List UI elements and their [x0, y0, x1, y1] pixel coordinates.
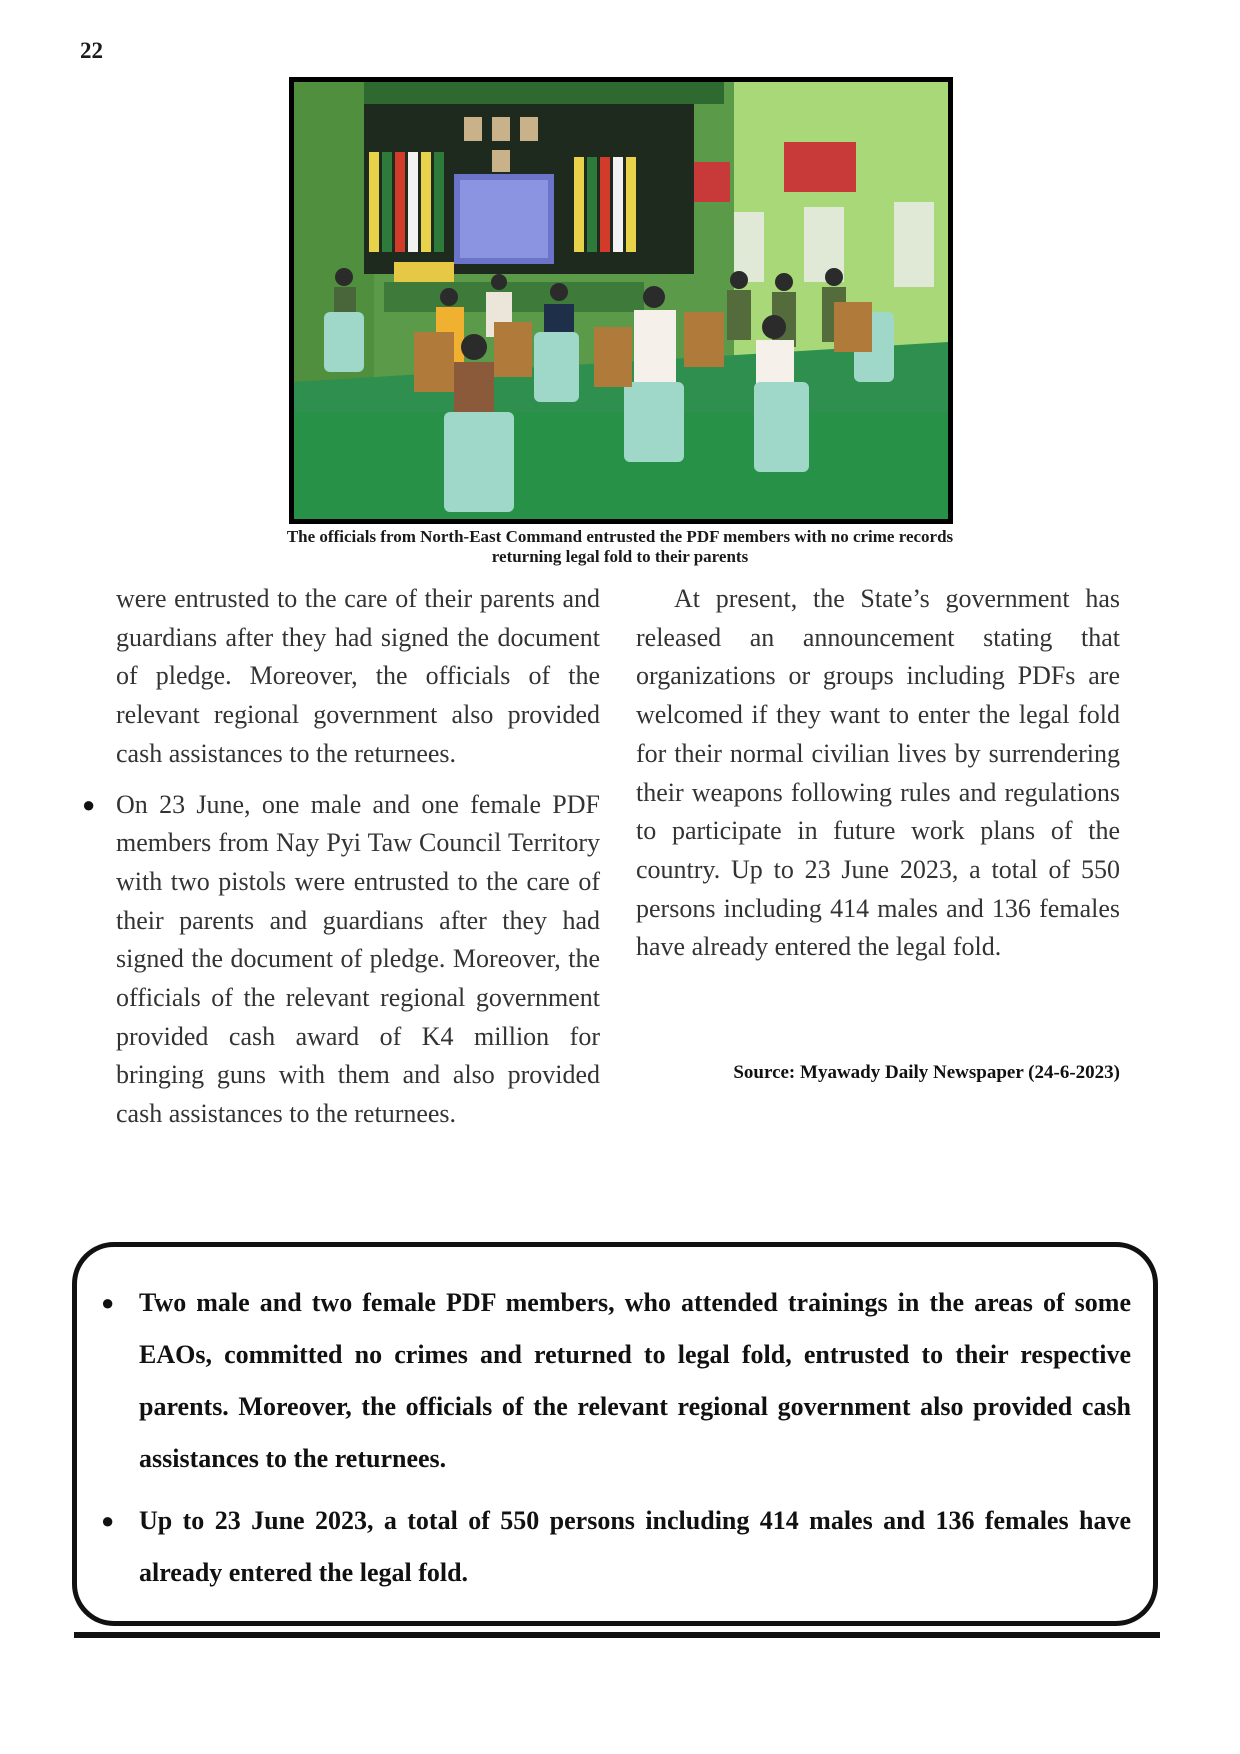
- summary-box: [72, 1242, 1158, 1626]
- event-photo-illustration: [294, 82, 948, 519]
- summary-item-text: Up to 23 June 2023, a total of 550 persons including 414 males and 136 females have already entered the legal fold.: [139, 1506, 1131, 1587]
- source-citation: Source: Myawady Daily Newspaper (24-6-2023): [733, 1062, 1120, 1084]
- right-paragraph: At present, the State’s government has released an announcement stating that organizations or groups including PDFs are welcomed if they want to enter the legal fold for their normal civilian lives by surrendering their weapons following rules and regulations to participate in future work plans of the country. Up to 23 June 2023, a total of 550 persons including 414 males and 136 females have already entered the legal fold.: [636, 584, 1120, 962]
- bullet-icon: ●: [101, 1508, 115, 1533]
- event-photo: [289, 77, 953, 524]
- left-paragraph-continued: were entrusted to the care of their parents and guardians after they had signed the document of pledge. Moreover, the officials of the relevant regional government also provided cash assistances to the returnees.: [116, 584, 600, 768]
- bullet-icon: ●: [101, 1290, 115, 1315]
- bottom-rule: [74, 1632, 1160, 1638]
- summary-item-text: Two male and two female PDF members, who attended trainings in the areas of some EAOs, committed no crimes and returned to legal fold, entrusted to their respective parents. Moreover, the officials of the relevant regional government also provided cash assistances to the returnees.: [139, 1288, 1131, 1473]
- summary-item: [101, 1495, 1131, 1599]
- photo-caption: [150, 527, 1090, 567]
- left-column: [82, 580, 600, 1134]
- right-column: [636, 580, 1120, 1085]
- bullet-icon: ●: [82, 791, 96, 817]
- left-bullet-paragraph: [82, 786, 600, 1134]
- photo-caption-line-2: returning legal fold to their parents: [491, 547, 749, 566]
- page-number: 22: [80, 38, 103, 63]
- left-bullet-text: On 23 June, one male and one female PDF members from Nay Pyi Taw Council Territory with two pistols were entrusted to the care of their parents and guardians after they had signed the document of pledge. Moreover, the officials of the relevant regional government provided cash award of K4 million for bringing guns with them and also provided cash assistances to the returnees.: [116, 789, 600, 1129]
- summary-list: [101, 1277, 1131, 1599]
- summary-item: [101, 1277, 1131, 1485]
- photo-caption-line-1: The officials from North-East Command entrusted the PDF members with no crime records: [286, 527, 954, 546]
